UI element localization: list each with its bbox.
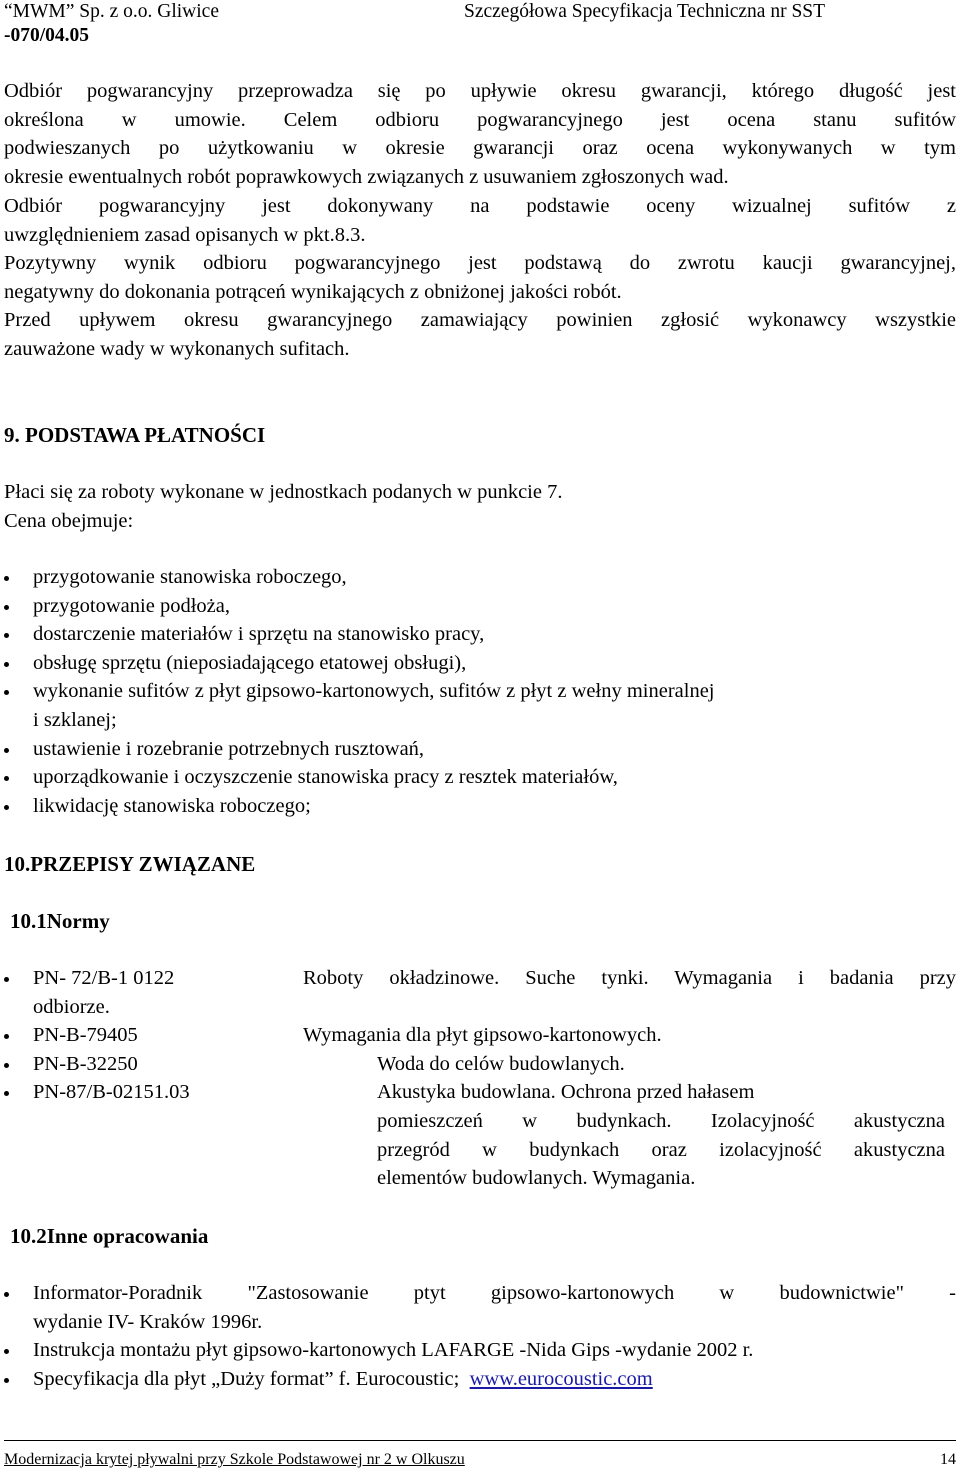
list-item: obsługę sprzętu (nieposiadającego etatowej obsługi),	[4, 649, 956, 678]
list-item: Informator-Poradnik "Zastosowanie ptyt gipsowo-kartonowych w budownictwie" - wydanie IV- Kraków 1996r.	[4, 1279, 956, 1336]
other-sources-list	[4, 1279, 956, 1393]
norm-row	[4, 1050, 956, 1079]
norm-code: PN-87/B-02151.03	[33, 1081, 190, 1104]
text-line: negatywny do dokonania potrąceń wynikających z obniżonej jakości robót.	[4, 280, 622, 303]
norm-code: PN-B-79405	[33, 1024, 138, 1047]
header-spec-title: Szczegółowa Specyfikacja Techniczna nr SST	[464, 1, 826, 22]
list-item: Specyfikacja dla płyt „Duży format” f. Eurocoustic; www.eurocoustic.com	[4, 1365, 956, 1394]
norm-description: Wymagania dla płyt gipsowo-kartonowych.	[303, 1024, 662, 1047]
text-line: określona w umowie. Celem odbioru pogwarancyjnego jest ocena stanu sufitów	[4, 108, 956, 131]
header-company: “MWM” Sp. z o.o. Gliwice	[4, 1, 219, 22]
text-line: Przed upływem okresu gwarancyjnego zamawiający powinien zgłosić wykonawcy wszystkie	[4, 309, 956, 331]
norm-code: PN-B-32250	[33, 1052, 138, 1075]
section-10-2-heading: 10.2Inne opracowania	[10, 1224, 209, 1248]
list-item: dostarczenie materiałów i sprzętu na stanowisko pracy,	[4, 620, 956, 649]
eurocoustic-link[interactable]: www.eurocoustic.com	[469, 1367, 653, 1390]
page-number: 14	[940, 1451, 956, 1468]
section-10-heading: 10.PRZEPISY ZWIĄZANE	[4, 852, 256, 876]
text-line: Odbiór pogwarancyjny jest dokonywany na podstawie oceny wizualnej sufitów z	[4, 195, 956, 217]
list-item: ustawienie i rozebranie potrzebnych rusztowań,	[4, 735, 956, 764]
section-9-intro-line: Płaci się za roboty wykonane w jednostkach podanych w punkcie 7.	[4, 481, 563, 503]
price-items-list	[4, 563, 956, 820]
list-item: przygotowanie podłoża,	[4, 592, 956, 621]
text-line: podwieszanych po użytkowaniu w okresie gwarancji oraz ocena wykonywanych w tym	[4, 137, 956, 160]
text-line: zauważone wady w wykonanych sufitach.	[4, 337, 350, 360]
section-9-price-includes: Cena obejmuje:	[4, 510, 134, 532]
list-item: przygotowanie stanowiska roboczego,	[4, 563, 956, 592]
norm-row	[4, 1021, 956, 1050]
section-10-1-heading: 10.1Normy	[10, 909, 110, 933]
norm-row	[4, 964, 956, 1021]
list-item: wykonanie sufitów z płyt gipsowo-kartonowych, sufitów z płyt z wełny mineralnej i szklanej;	[4, 677, 956, 734]
text-line: okresie ewentualnych robót poprawkowych związanych z usuwaniem zgłoszonych wad.	[4, 165, 729, 188]
text-line: Pozytywny wynik odbioru pogwarancyjnego jest podstawą do zwrotu kaucji gwarancyjnej,	[4, 252, 956, 274]
norm-description-cont: pomieszczeń w budynkach. Izolacyjność akustyczna przegród w budynkach oraz izolacyjność akustyczna elementów budowlanych. Wymagania.	[377, 1109, 945, 1190]
intro-paragraph-2	[4, 192, 956, 249]
text-line: uwzględnieniem zasad opisanych w pkt.8.3.	[4, 223, 366, 246]
norm-description-cont: odbiorze.	[33, 995, 110, 1018]
section-9-heading: 9. PODSTAWA PŁATNOŚCI	[4, 423, 266, 447]
norm-code: PN- 72/B-1 0122	[33, 967, 175, 989]
norm-description: Akustyka budowlana. Ochrona przed hałasem	[377, 1081, 755, 1104]
norm-row	[4, 1078, 956, 1192]
footer-project-name: Modernizacja krytej pływalni przy Szkole Podstawowej nr 2 w Olkuszu	[4, 1451, 465, 1468]
text-line: Odbiór pogwarancyjny przeprowadza się po upływie okresu gwarancji, którego długość jest	[4, 80, 956, 102]
intro-paragraph-3	[4, 249, 956, 306]
intro-paragraph-1	[4, 77, 956, 191]
header-spec-number: -070/04.05	[4, 25, 90, 46]
footer-divider	[4, 1440, 956, 1441]
norm-description: Roboty okładzinowe. Suche tynki. Wymagania i badania przy	[303, 967, 956, 989]
list-item: Instrukcja montażu płyt gipsowo-kartonowych LAFARGE -Nida Gips -wydanie 2002 r.	[4, 1336, 956, 1365]
list-item: uporządkowanie i oczyszczenie stanowiska pracy z resztek materiałów,	[4, 763, 956, 792]
page-header	[4, 0, 956, 54]
list-item: likwidację stanowiska roboczego;	[4, 792, 956, 821]
norm-description: Woda do celów budowlanych.	[377, 1052, 625, 1075]
intro-paragraph-4	[4, 306, 956, 363]
norms-list	[4, 964, 956, 1193]
